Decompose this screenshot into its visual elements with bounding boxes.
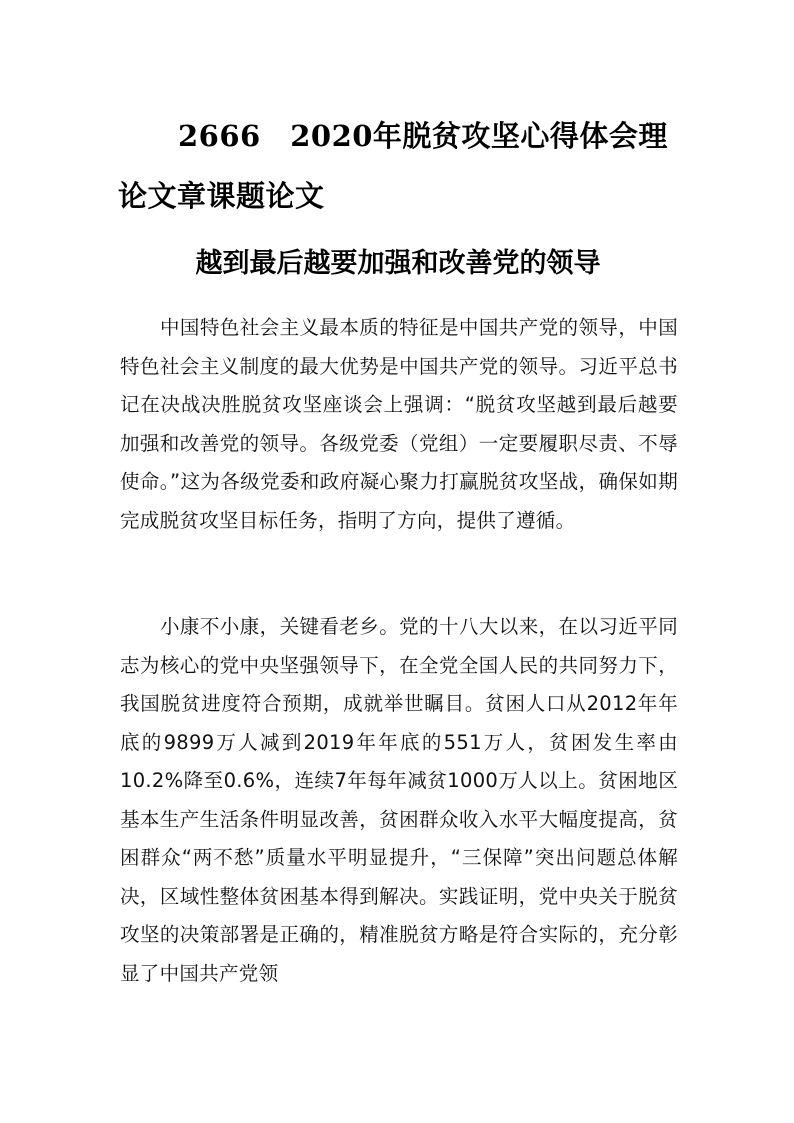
document-title: 2666 2020年脱贫攻坚心得体会理论文章课题论文 — [118, 119, 668, 213]
body-paragraph-2: 小康不小康，关键看老乡。党的十八大以来，在以习近平同志为核心的党中央坚强领导下，在全党全国人民的共同努力下，我国脱贫进度符合预期，成就举世瞩目。贫困人口从2012年年底的9899万人减到2019年年底的551万人，贫困发生率由10.2%降至0.6%，连续7年每年减贫1000万人以上。贫困地区基本生产生活条件明显改善，贫困群众收入水平大幅度提高，贫困群众“两不愁”质量水平明显提升，“三保障”突出问题总体解决，区域性整体贫困基本得到解决。实践证明，党中央关于脱贫攻坚的决策部署是正确的，精准脱贫方略是符合实际的，充分彰显了中国共产党领 — [120, 615, 678, 985]
section-heading: 越到最后越要加强和改善党的领导 — [195, 248, 601, 279]
body-paragraph-1: 中国特色社会主义最本质的特征是中国共产党的领导，中国特色社会主义制度的最大优势是中国共产党的领导。习近平总书记在决战决胜脱贫攻坚座谈会上强调：“脱贫攻坚越到最后越要加强和改善党的领导。各级党委（党组）一定要履职尽责、不辱使命。”这为各级党委和政府凝心聚力打赢脱贫攻坚战，确保如期完成脱贫攻坚目标任务，指明了方向，提供了遵循。 — [120, 316, 678, 532]
